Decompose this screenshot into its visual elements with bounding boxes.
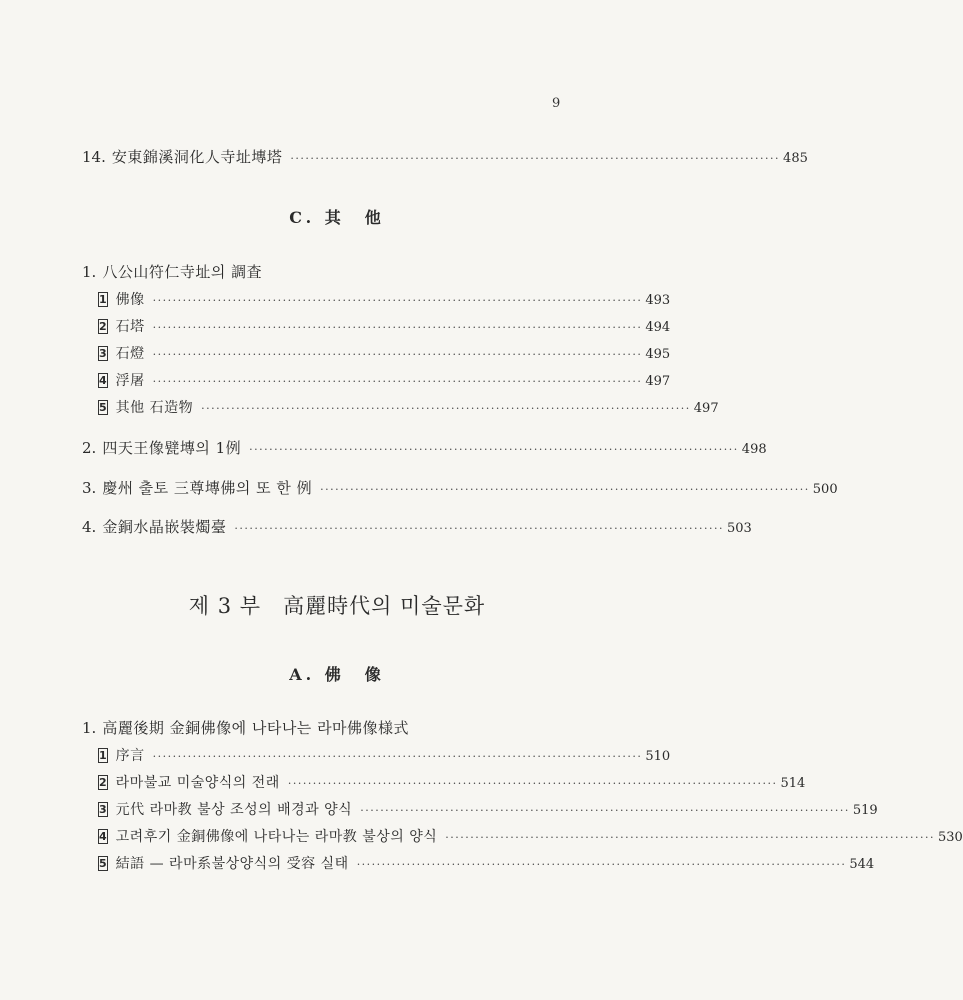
entry-page: 503 — [727, 521, 752, 536]
entry-title: 金銅水晶嵌裝燭臺 — [102, 518, 227, 536]
entry-number: 1. — [82, 719, 97, 737]
entry-number: 4. — [82, 518, 97, 536]
toc-entry[interactable] — [82, 517, 752, 539]
entry-title: 高麗後期 金銅佛像에 나타나는 라마佛像様式 — [102, 719, 410, 737]
boxed-number: 3 — [99, 803, 107, 816]
dot-leader: ·································································································· — [152, 294, 643, 307]
toc-entry[interactable] — [82, 147, 808, 169]
entry-title: 佛像 — [115, 292, 145, 308]
dot-leader: ·································································································· — [320, 483, 810, 496]
entry-page: 498 — [741, 442, 767, 457]
entry-title: 序言 — [115, 748, 145, 764]
boxed-number: 1 — [99, 749, 107, 762]
dot-leader: ·································································································· — [290, 152, 781, 165]
entry-number: 14. — [82, 148, 106, 166]
dot-leader: ·································································································· — [445, 831, 935, 844]
entry-title: 安東錦溪洞化人寺址塼塔 — [111, 148, 283, 166]
toc-subentry[interactable] — [98, 344, 671, 365]
entry-page: 497 — [645, 374, 671, 389]
toc-subentry[interactable] — [98, 398, 719, 419]
toc-subentry[interactable] — [98, 371, 671, 392]
toc-subentry[interactable] — [98, 290, 671, 311]
entry-title: 四天王像甓塼의 1例 — [102, 439, 242, 457]
toc-subentry[interactable] — [98, 854, 875, 875]
entry-title: 고려후기 金銅佛像에 나타나는 라마教 불상의 양식 — [115, 829, 438, 845]
dot-leader: ·································································································· — [249, 443, 739, 456]
entry-page: 510 — [645, 749, 671, 764]
toc-subentry[interactable] — [98, 800, 878, 821]
entry-page: 514 — [780, 776, 806, 791]
dot-leader: ·································································································· — [234, 522, 724, 535]
entry-page: 497 — [693, 401, 719, 416]
toc-entry[interactable] — [82, 262, 578, 282]
dot-leader: ·································································································· — [152, 321, 643, 334]
entry-title: 八公山符仁寺址의 調査 — [102, 263, 263, 281]
entry-page: 493 — [645, 293, 671, 308]
toc-subentry[interactable] — [98, 773, 806, 794]
boxed-number: 1 — [99, 293, 107, 306]
entry-number: 2. — [82, 439, 97, 457]
entry-title: 元代 라마教 불상 조성의 배경과 양식 — [115, 802, 353, 818]
dot-leader: ·································································································· — [152, 750, 643, 763]
entry-title: 라마불교 미술양식의 전래 — [115, 775, 280, 791]
dot-leader: ·································································································· — [360, 804, 850, 817]
entry-page: 544 — [849, 857, 875, 872]
entry-page: 495 — [645, 347, 671, 362]
entry-title: 結語 — 라마系불상양식의 受容 실태 — [115, 856, 349, 872]
boxed-number: 2 — [99, 776, 107, 789]
entry-title: 慶州 출토 三尊塼佛의 또 한 例 — [102, 479, 313, 497]
toc-entry[interactable] — [82, 478, 838, 500]
dot-leader: ·································································································· — [356, 858, 847, 871]
toc-subentry[interactable] — [98, 317, 671, 338]
section-heading-a: A. 佛 像 — [289, 665, 385, 684]
entry-page: 530 — [937, 830, 963, 845]
part-heading: 제 3 부 高麗時代의 미술문화 — [188, 594, 486, 618]
entry-title: 浮屠 — [115, 373, 145, 389]
boxed-number: 4 — [99, 374, 107, 387]
dot-leader: ·································································································· — [287, 777, 778, 790]
dot-leader: ·································································································· — [201, 402, 691, 415]
section-heading-c: C. 其 他 — [289, 208, 385, 227]
toc-subentry[interactable] — [98, 827, 963, 848]
dot-leader: ·································································································· — [152, 375, 643, 388]
boxed-number: 4 — [99, 830, 107, 843]
toc-entry[interactable] — [82, 438, 767, 460]
toc-subentry[interactable] — [98, 746, 671, 767]
boxed-number: 3 — [99, 347, 107, 360]
boxed-number: 5 — [99, 401, 107, 414]
entry-title: 石塔 — [115, 319, 145, 335]
boxed-number: 5 — [99, 857, 107, 870]
entry-number: 3. — [82, 479, 97, 497]
entry-number: 1. — [82, 263, 97, 281]
entry-page: 519 — [852, 803, 878, 818]
entry-title: 其他 石造物 — [115, 400, 194, 416]
entry-page: 485 — [783, 151, 808, 166]
boxed-number: 2 — [99, 320, 107, 333]
page-number: 9 — [552, 96, 561, 111]
entry-page: 500 — [812, 482, 838, 497]
toc-entry[interactable] — [82, 718, 578, 738]
dot-leader: ·································································································· — [152, 348, 643, 361]
entry-title: 石燈 — [115, 346, 145, 362]
entry-page: 494 — [645, 320, 671, 335]
